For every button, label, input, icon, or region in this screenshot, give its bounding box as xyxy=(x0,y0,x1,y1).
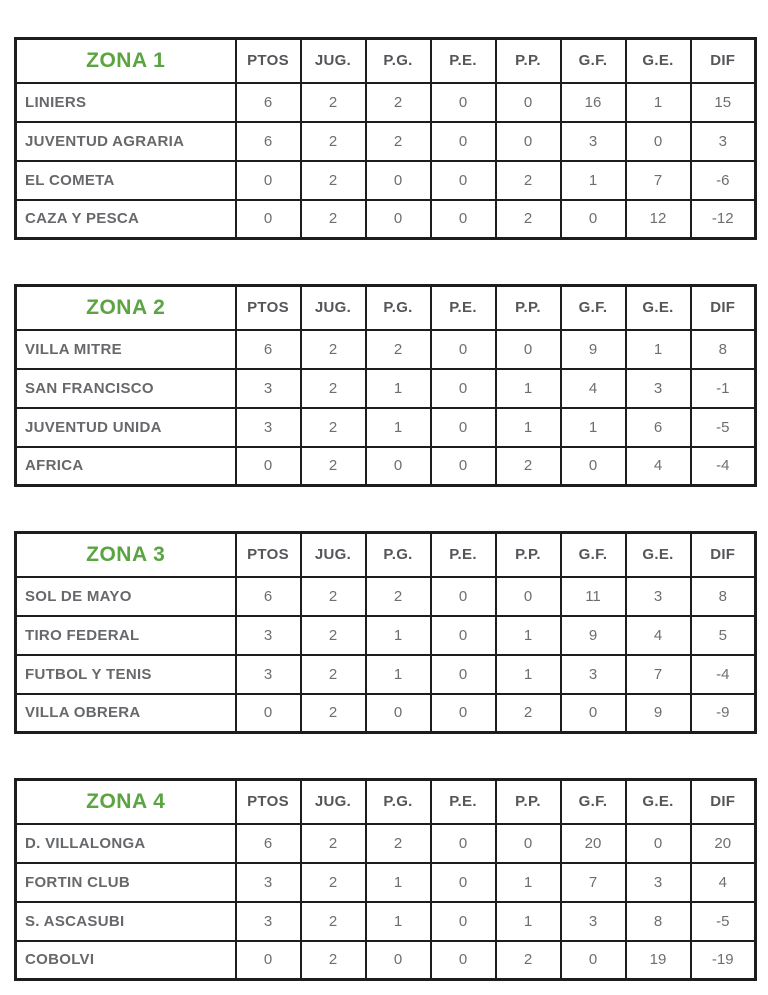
stat-cell-g-e: 3 xyxy=(626,863,691,902)
stat-cell-ptos: 6 xyxy=(236,824,301,863)
team-name-cell: SOL DE MAYO xyxy=(16,577,236,616)
standings-row xyxy=(16,577,756,616)
stat-cell-jug: 2 xyxy=(301,83,366,122)
stat-cell-p-e: 0 xyxy=(431,941,496,980)
column-header-g-e: G.E. xyxy=(626,780,691,824)
stat-cell-ptos: 0 xyxy=(236,447,301,486)
stat-cell-p-p: 2 xyxy=(496,447,561,486)
column-header-p-p: P.P. xyxy=(496,780,561,824)
column-header-p-e: P.E. xyxy=(431,533,496,577)
stat-cell-jug: 2 xyxy=(301,941,366,980)
column-header-g-f: G.F. xyxy=(561,533,626,577)
standings-row xyxy=(16,83,756,122)
team-name-cell: JUVENTUD UNIDA xyxy=(16,408,236,447)
standings-row xyxy=(16,200,756,239)
stat-cell-p-g: 0 xyxy=(366,941,431,980)
stat-cell-p-e: 0 xyxy=(431,902,496,941)
stat-cell-p-e: 0 xyxy=(431,200,496,239)
stat-cell-g-e: 6 xyxy=(626,408,691,447)
stat-cell-dif: -9 xyxy=(691,694,756,733)
stat-cell-p-g: 0 xyxy=(366,447,431,486)
stat-cell-jug: 2 xyxy=(301,161,366,200)
stat-cell-g-e: 3 xyxy=(626,577,691,616)
team-name-cell: FORTIN CLUB xyxy=(16,863,236,902)
column-header-p-e: P.E. xyxy=(431,286,496,330)
standings-row xyxy=(16,941,756,980)
stat-cell-g-f: 4 xyxy=(561,369,626,408)
stat-cell-ptos: 6 xyxy=(236,122,301,161)
stat-cell-jug: 2 xyxy=(301,577,366,616)
stat-cell-g-e: 7 xyxy=(626,161,691,200)
column-header-g-f: G.F. xyxy=(561,39,626,83)
team-name-cell: SAN FRANCISCO xyxy=(16,369,236,408)
stat-cell-p-p: 1 xyxy=(496,863,561,902)
stat-cell-g-e: 0 xyxy=(626,824,691,863)
column-header-p-p: P.P. xyxy=(496,286,561,330)
stat-cell-g-f: 11 xyxy=(561,577,626,616)
header-row xyxy=(16,780,756,824)
column-header-p-g: P.G. xyxy=(366,780,431,824)
stat-cell-p-e: 0 xyxy=(431,863,496,902)
stat-cell-g-f: 0 xyxy=(561,200,626,239)
stat-cell-g-f: 16 xyxy=(561,83,626,122)
stat-cell-ptos: 3 xyxy=(236,408,301,447)
column-header-p-e: P.E. xyxy=(431,780,496,824)
stat-cell-ptos: 6 xyxy=(236,577,301,616)
stat-cell-p-g: 1 xyxy=(366,655,431,694)
stat-cell-p-g: 2 xyxy=(366,824,431,863)
stat-cell-ptos: 3 xyxy=(236,655,301,694)
column-header-g-e: G.E. xyxy=(626,39,691,83)
zone-1-standings-table xyxy=(14,37,757,240)
stat-cell-jug: 2 xyxy=(301,330,366,369)
team-name-cell: EL COMETA xyxy=(16,161,236,200)
stat-cell-p-g: 0 xyxy=(366,161,431,200)
stat-cell-dif: -4 xyxy=(691,655,756,694)
stat-cell-jug: 2 xyxy=(301,200,366,239)
zone-title: ZONA 3 xyxy=(16,533,236,577)
stat-cell-dif: -5 xyxy=(691,902,756,941)
team-name-cell: TIRO FEDERAL xyxy=(16,616,236,655)
stat-cell-g-e: 1 xyxy=(626,83,691,122)
team-name-cell: AFRICA xyxy=(16,447,236,486)
zone-title: ZONA 4 xyxy=(16,780,236,824)
standings-row xyxy=(16,330,756,369)
zone-title: ZONA 1 xyxy=(16,39,236,83)
stat-cell-p-e: 0 xyxy=(431,447,496,486)
stat-cell-jug: 2 xyxy=(301,694,366,733)
column-header-dif: DIF xyxy=(691,533,756,577)
stat-cell-p-p: 2 xyxy=(496,161,561,200)
standings-row xyxy=(16,408,756,447)
zone-2-standings-table xyxy=(14,284,757,487)
column-header-dif: DIF xyxy=(691,780,756,824)
column-header-jug: JUG. xyxy=(301,780,366,824)
stat-cell-ptos: 0 xyxy=(236,161,301,200)
stat-cell-g-f: 3 xyxy=(561,122,626,161)
stat-cell-g-e: 19 xyxy=(626,941,691,980)
stat-cell-dif: 20 xyxy=(691,824,756,863)
stat-cell-p-p: 0 xyxy=(496,577,561,616)
stat-cell-jug: 2 xyxy=(301,863,366,902)
zone-3-standings-table xyxy=(14,531,757,734)
team-name-cell: FUTBOL Y TENIS xyxy=(16,655,236,694)
stat-cell-dif: -1 xyxy=(691,369,756,408)
stat-cell-p-p: 2 xyxy=(496,200,561,239)
stat-cell-dif: -19 xyxy=(691,941,756,980)
stat-cell-p-g: 1 xyxy=(366,408,431,447)
column-header-g-f: G.F. xyxy=(561,780,626,824)
stat-cell-ptos: 0 xyxy=(236,200,301,239)
stat-cell-p-e: 0 xyxy=(431,330,496,369)
stat-cell-ptos: 0 xyxy=(236,941,301,980)
zones-container xyxy=(14,37,754,981)
stat-cell-g-f: 0 xyxy=(561,447,626,486)
column-header-ptos: PTOS xyxy=(236,533,301,577)
team-name-cell: S. ASCASUBI xyxy=(16,902,236,941)
stat-cell-jug: 2 xyxy=(301,408,366,447)
standings-row xyxy=(16,694,756,733)
stat-cell-g-f: 0 xyxy=(561,694,626,733)
stat-cell-p-e: 0 xyxy=(431,577,496,616)
header-row xyxy=(16,533,756,577)
column-header-g-e: G.E. xyxy=(626,533,691,577)
column-header-dif: DIF xyxy=(691,286,756,330)
stat-cell-p-g: 1 xyxy=(366,616,431,655)
stat-cell-p-p: 1 xyxy=(496,616,561,655)
stat-cell-g-f: 7 xyxy=(561,863,626,902)
stat-cell-p-p: 1 xyxy=(496,902,561,941)
stat-cell-jug: 2 xyxy=(301,824,366,863)
column-header-p-g: P.G. xyxy=(366,286,431,330)
stat-cell-p-g: 0 xyxy=(366,694,431,733)
column-header-p-g: P.G. xyxy=(366,533,431,577)
column-header-g-e: G.E. xyxy=(626,286,691,330)
stat-cell-p-p: 1 xyxy=(496,408,561,447)
stat-cell-dif: 8 xyxy=(691,330,756,369)
stat-cell-g-e: 9 xyxy=(626,694,691,733)
zone-4-standings-table xyxy=(14,778,757,981)
stat-cell-p-g: 2 xyxy=(366,330,431,369)
stat-cell-dif: -12 xyxy=(691,200,756,239)
standings-row xyxy=(16,824,756,863)
stat-cell-dif: 8 xyxy=(691,577,756,616)
column-header-p-p: P.P. xyxy=(496,533,561,577)
stat-cell-jug: 2 xyxy=(301,902,366,941)
stat-cell-ptos: 3 xyxy=(236,863,301,902)
standings-row xyxy=(16,369,756,408)
stat-cell-dif: -5 xyxy=(691,408,756,447)
stat-cell-p-e: 0 xyxy=(431,122,496,161)
stat-cell-p-p: 0 xyxy=(496,824,561,863)
stat-cell-g-e: 1 xyxy=(626,330,691,369)
stat-cell-p-p: 1 xyxy=(496,369,561,408)
stat-cell-g-e: 3 xyxy=(626,369,691,408)
stat-cell-g-e: 8 xyxy=(626,902,691,941)
stat-cell-p-p: 0 xyxy=(496,330,561,369)
stat-cell-p-g: 1 xyxy=(366,902,431,941)
stat-cell-dif: 15 xyxy=(691,83,756,122)
header-row xyxy=(16,286,756,330)
column-header-g-f: G.F. xyxy=(561,286,626,330)
stat-cell-g-e: 4 xyxy=(626,616,691,655)
stat-cell-g-e: 0 xyxy=(626,122,691,161)
team-name-cell: COBOLVI xyxy=(16,941,236,980)
stat-cell-p-e: 0 xyxy=(431,655,496,694)
column-header-ptos: PTOS xyxy=(236,780,301,824)
stat-cell-ptos: 3 xyxy=(236,369,301,408)
stat-cell-p-g: 1 xyxy=(366,863,431,902)
stat-cell-dif: -6 xyxy=(691,161,756,200)
stat-cell-dif: 5 xyxy=(691,616,756,655)
standings-row xyxy=(16,655,756,694)
stat-cell-g-f: 20 xyxy=(561,824,626,863)
stat-cell-p-e: 0 xyxy=(431,616,496,655)
stat-cell-g-f: 9 xyxy=(561,330,626,369)
standings-row xyxy=(16,616,756,655)
standings-row xyxy=(16,863,756,902)
stat-cell-p-g: 1 xyxy=(366,369,431,408)
stat-cell-p-p: 0 xyxy=(496,83,561,122)
stat-cell-p-g: 0 xyxy=(366,200,431,239)
stat-cell-p-e: 0 xyxy=(431,694,496,733)
stat-cell-p-e: 0 xyxy=(431,824,496,863)
stat-cell-ptos: 6 xyxy=(236,83,301,122)
stat-cell-g-f: 1 xyxy=(561,408,626,447)
stat-cell-jug: 2 xyxy=(301,616,366,655)
stat-cell-p-p: 1 xyxy=(496,655,561,694)
stat-cell-ptos: 3 xyxy=(236,902,301,941)
stat-cell-dif: 3 xyxy=(691,122,756,161)
team-name-cell: CAZA Y PESCA xyxy=(16,200,236,239)
column-header-dif: DIF xyxy=(691,39,756,83)
stat-cell-p-p: 0 xyxy=(496,122,561,161)
stat-cell-g-f: 3 xyxy=(561,655,626,694)
stat-cell-jug: 2 xyxy=(301,447,366,486)
team-name-cell: VILLA OBRERA xyxy=(16,694,236,733)
column-header-p-g: P.G. xyxy=(366,39,431,83)
stat-cell-g-f: 9 xyxy=(561,616,626,655)
stat-cell-g-f: 0 xyxy=(561,941,626,980)
stat-cell-p-e: 0 xyxy=(431,369,496,408)
stat-cell-jug: 2 xyxy=(301,369,366,408)
stat-cell-jug: 2 xyxy=(301,122,366,161)
stat-cell-p-e: 0 xyxy=(431,161,496,200)
column-header-p-p: P.P. xyxy=(496,39,561,83)
standings-row xyxy=(16,447,756,486)
column-header-jug: JUG. xyxy=(301,286,366,330)
standings-row xyxy=(16,161,756,200)
stat-cell-p-p: 2 xyxy=(496,694,561,733)
stat-cell-p-e: 0 xyxy=(431,83,496,122)
standings-row xyxy=(16,902,756,941)
column-header-ptos: PTOS xyxy=(236,39,301,83)
column-header-ptos: PTOS xyxy=(236,286,301,330)
stat-cell-ptos: 6 xyxy=(236,330,301,369)
stat-cell-g-f: 1 xyxy=(561,161,626,200)
stat-cell-ptos: 0 xyxy=(236,694,301,733)
column-header-jug: JUG. xyxy=(301,39,366,83)
zone-title: ZONA 2 xyxy=(16,286,236,330)
standings-row xyxy=(16,122,756,161)
stat-cell-g-e: 4 xyxy=(626,447,691,486)
team-name-cell: JUVENTUD AGRARIA xyxy=(16,122,236,161)
stat-cell-g-f: 3 xyxy=(561,902,626,941)
stat-cell-ptos: 3 xyxy=(236,616,301,655)
team-name-cell: VILLA MITRE xyxy=(16,330,236,369)
stat-cell-dif: 4 xyxy=(691,863,756,902)
team-name-cell: D. VILLALONGA xyxy=(16,824,236,863)
stat-cell-p-g: 2 xyxy=(366,577,431,616)
stat-cell-jug: 2 xyxy=(301,655,366,694)
stat-cell-p-p: 2 xyxy=(496,941,561,980)
stat-cell-p-g: 2 xyxy=(366,122,431,161)
stat-cell-g-e: 7 xyxy=(626,655,691,694)
team-name-cell: LINIERS xyxy=(16,83,236,122)
stat-cell-p-e: 0 xyxy=(431,408,496,447)
header-row xyxy=(16,39,756,83)
column-header-p-e: P.E. xyxy=(431,39,496,83)
stat-cell-dif: -4 xyxy=(691,447,756,486)
stat-cell-p-g: 2 xyxy=(366,83,431,122)
stat-cell-g-e: 12 xyxy=(626,200,691,239)
column-header-jug: JUG. xyxy=(301,533,366,577)
